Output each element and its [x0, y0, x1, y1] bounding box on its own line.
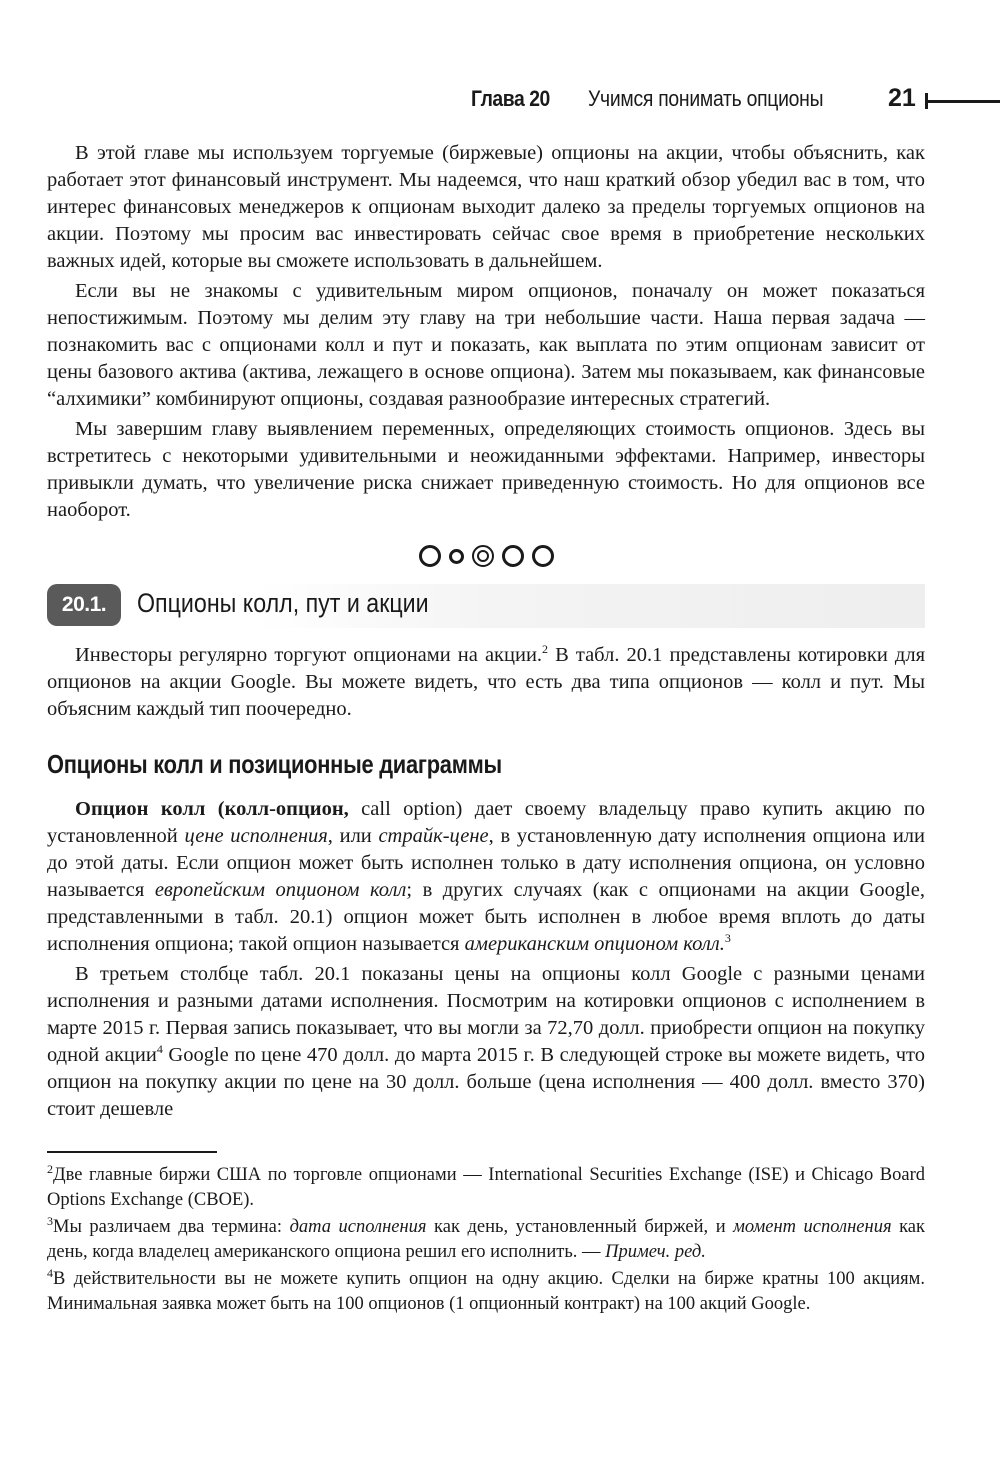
subsection-title: Опционы колл и позиционные диаграммы [47, 749, 502, 779]
section-heading [47, 582, 925, 630]
page-body [47, 140, 925, 1319]
section-paragraph-1: Инвесторы регулярно торгуют опционами на акции.$^2$ В табл. 20.1 представлены котировки для опционов на акции Google. Вы можете видеть, что есть два типа опционов — колл и пут. Мы объясним каждый тип поочередно. [47, 642, 925, 720]
subsection-paragraph-1: Опцион колл (колл-опцион, call option) дает своему владельцу право купить акцию по установленной цене исполнения, или страйк-цене, в установленную дату исполнения опциона или до этой даты. Если опцион может быть исполнен только в дату исполнения опциона, он условно называется европейским опционом колл; в других случаях (как с опционами на акции Google, представленными в табл. 20.1) опцион может быть исполнен в любое время вплоть до даты исполнения опциона; такой опцион называется американским опционом колл.$^3$ [47, 798, 926, 955]
subsection-paragraph-2: В третьем столбце табл. 20.1 показаны цены на опционы колл Google с разными ценами исполнения и разными датами исполнения. Посмотрим на котировки опционов с исполнением в марте 2015 г. Первая запись показывает, что вы могли за 72,70 долл. приобрести опцион на покупку одной акции$^4$ Google по цене 470 долл. до марта 2015 г. В следующей строке вы можете видеть, что опцион на покупку акции по цене на 30 долл. больше (цена исполнения — 400 долл. вместо 370) стоит дешевле [47, 963, 925, 1120]
section-title: Опционы колл, пут и акции [137, 588, 429, 618]
intro-paragraph-3: Мы завершим главу выявлением переменных, определяющих стоимость опционов. Здесь вы встретитесь с некоторыми удивительными и неожиданными эффектами. Например, инвесторы привыкли думать, что увеличение риска снижает приведенную стоимость. Но для опционов все наоборот. [47, 418, 925, 521]
ornament-circle-icon [532, 545, 554, 567]
footnote-ref-3[interactable]: 3 [724, 931, 731, 946]
ornament-double-circle-icon [472, 545, 494, 567]
intro-paragraph-2: Если вы не знакомы с удивительным миром опционов, поначалу он может показаться непостижимым. Поэтому мы делим эту главу на три небольшие части. Наша первая задача — познакомить вас с опционами колл и пут и показать, как выплата по этим опционам зависит от цены базового актива (актива, лежащего в основе опциона). Затем мы показываем, как финансовые “алхимики” комбинируют опционы, создавая разнообразие интересных стратегий. [47, 280, 925, 410]
running-header [0, 82, 1000, 116]
section-ornament [47, 536, 925, 576]
page-number: 21 [888, 84, 916, 112]
ornament-circle-icon [502, 545, 524, 567]
header-rule [926, 100, 1000, 103]
ornament-circle-icon [419, 545, 441, 567]
section-number-badge: 20.1. [47, 584, 121, 626]
footnote-3: $^3$Мы различаем два термина: дата исполнения как день, установленный биржей, и момент исполнения как день, когда владелец американского опциона решил его исполнить. — Примеч. ред. [47, 1213, 925, 1262]
chapter-title: Учимся понимать опционы [588, 86, 824, 111]
footnote-ref-4[interactable]: 4 [156, 1042, 163, 1057]
footnote-4: $^4$В действительности вы не можете купить опцион на одну акцию. Сделки на бирже кратны 100 акциям. Минимальная заявка может быть на 100 опционов (1 опционный контракт) на 100 акций Google. [47, 1265, 925, 1314]
ornament-small-circle-icon [449, 549, 464, 564]
chapter-label: Глава 20 [471, 86, 550, 111]
footnote-2: $^2$Две главные биржи США по торговле опционами — International Securities Exchange (ISE) и Chicago Board Options Exchange (CBOE). [47, 1161, 925, 1210]
intro-paragraph-1: В этой главе мы используем торгуемые (биржевые) опционы на акции, чтобы объяснить, как работает этот финансовый инструмент. Мы надеемся, что наш краткий обзор убедил вас в том, что интерес финансовых менеджеров к опционам выходит далеко за пределы торгуемых опционов на акции. Поэтому мы просим вас инвестировать сейчас свое время в приобретение нескольких важных идей, которые вы сможете использовать в дальнейшем. [47, 142, 925, 272]
footnote-rule [47, 1151, 217, 1153]
footnote-ref-2[interactable]: 2 [542, 642, 549, 657]
